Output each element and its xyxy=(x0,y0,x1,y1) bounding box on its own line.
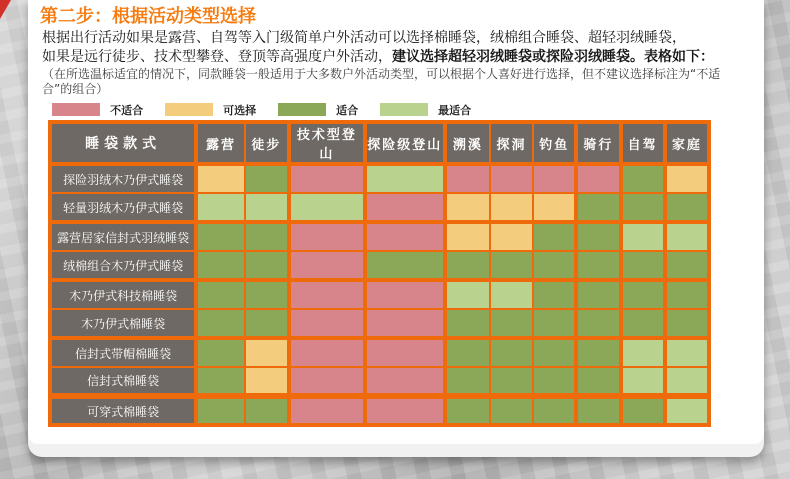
intro-paragraph xyxy=(42,29,742,67)
suitability-cell-fit xyxy=(576,251,620,280)
suitability-cell-best xyxy=(665,222,709,251)
suitability-cell-fit xyxy=(533,338,576,367)
suitability-cell-fit xyxy=(621,251,665,280)
suitability-cell-fit xyxy=(445,396,490,425)
suitability-cell-fit xyxy=(490,338,533,367)
legend-label: 不适合 xyxy=(110,103,144,117)
row-label: 轻量羽绒木乃伊式睡袋 xyxy=(50,193,196,222)
header-row xyxy=(50,122,709,164)
row-label: 绒棉组合木乃伊式睡袋 xyxy=(50,251,196,280)
column-header: 技术型登山 xyxy=(289,122,365,164)
suitability-cell-na xyxy=(576,164,620,193)
suitability-cell-fit xyxy=(196,338,244,367)
suitability-cell-opt xyxy=(196,164,244,193)
suitability-cell-na xyxy=(533,164,576,193)
suitability-cell-fit xyxy=(196,396,244,425)
suitability-cell-na xyxy=(490,164,533,193)
suitability-cell-best xyxy=(365,164,445,193)
suitability-cell-fit xyxy=(490,396,533,425)
table-row xyxy=(50,222,709,251)
column-header: 探险级登山 xyxy=(365,122,445,164)
table-row xyxy=(50,251,709,280)
suitability-cell-best xyxy=(289,193,365,222)
suitability-cell-fit xyxy=(245,309,289,338)
row-label: 可穿式棉睡袋 xyxy=(50,396,196,425)
suitability-cell-fit xyxy=(490,367,533,396)
suitability-cell-na xyxy=(289,164,365,193)
suitability-cell-fit xyxy=(533,309,576,338)
suitability-cell-fit xyxy=(665,251,709,280)
suitability-cell-fit xyxy=(533,396,576,425)
suitability-cell-fit xyxy=(196,309,244,338)
suitability-cell-na xyxy=(289,251,365,280)
row-label: 露营居家信封式羽绒睡袋 xyxy=(50,222,196,251)
row-label: 信封式带帽棉睡袋 xyxy=(50,338,196,367)
suitability-cell-fit xyxy=(445,251,490,280)
table-row xyxy=(50,338,709,367)
suitability-cell-na xyxy=(289,367,365,396)
intro-line-2: 如果是远行徒步、技术型攀登、登顶等高强度户外活动，建议选择超轻羽绒睡袋或探险羽绒睡袋。表格如下： xyxy=(42,49,714,65)
suitability-cell-fit xyxy=(621,309,665,338)
suitability-cell-na xyxy=(289,280,365,309)
suitability-cell-best xyxy=(665,367,709,396)
column-header: 骑行 xyxy=(576,122,620,164)
row-label: 木乃伊式科技棉睡袋 xyxy=(50,280,196,309)
legend-label: 适合 xyxy=(336,103,359,117)
legend-swatch-na xyxy=(52,103,100,116)
suitability-cell-fit xyxy=(576,367,620,396)
legend xyxy=(0,99,790,115)
table-row xyxy=(50,164,709,193)
suitability-cell-best xyxy=(490,280,533,309)
suitability-cell-opt xyxy=(490,222,533,251)
suitability-cell-na xyxy=(365,193,445,222)
suitability-cell-fit xyxy=(196,367,244,396)
legend-swatch-best xyxy=(380,103,428,116)
suitability-cell-opt xyxy=(490,193,533,222)
suitability-cell-best xyxy=(445,280,490,309)
legend-label: 可选择 xyxy=(223,103,257,117)
suitability-cell-fit xyxy=(576,280,620,309)
column-header: 露营 xyxy=(196,122,244,164)
table-row xyxy=(50,193,709,222)
legend-label: 最适合 xyxy=(438,103,472,117)
table-row xyxy=(50,280,709,309)
suitability-cell-na xyxy=(365,367,445,396)
legend-swatch-opt xyxy=(165,103,213,116)
suitability-cell-best xyxy=(621,222,665,251)
suitability-cell-fit xyxy=(576,338,620,367)
note-text: （在所选温标适宜的情况下，同款睡袋一般适用于大多数户外活动类型，可以根据个人喜好进行选择，但不建议选择标注为“不适合”的组合） xyxy=(42,67,721,96)
legend-item-na xyxy=(52,99,144,117)
suitability-cell-fit xyxy=(445,309,490,338)
suitability-cell-opt xyxy=(245,338,289,367)
column-header: 家庭 xyxy=(665,122,709,164)
suitability-cell-na xyxy=(365,396,445,425)
ribbon-corner-icon xyxy=(0,0,11,19)
suitability-cell-opt xyxy=(245,367,289,396)
column-header: 探洞 xyxy=(490,122,533,164)
suitability-cell-fit xyxy=(576,309,620,338)
suitability-cell-fit xyxy=(665,193,709,222)
suitability-cell-fit xyxy=(533,280,576,309)
suitability-cell-fit xyxy=(576,396,620,425)
suitability-cell-fit xyxy=(665,280,709,309)
suitability-cell-fit xyxy=(665,309,709,338)
intro-line-1: 根据出行活动如果是露营、自驾等入门级简单户外活动可以选择棉睡袋，绒棉组合睡袋、超轻羽绒睡袋， xyxy=(42,30,686,46)
suitability-cell-fit xyxy=(445,367,490,396)
suitability-cell-na xyxy=(365,222,445,251)
suitability-cell-na xyxy=(445,164,490,193)
suitability-cell-fit xyxy=(196,222,244,251)
suitability-cell-fit xyxy=(245,164,289,193)
suitability-cell-best xyxy=(621,367,665,396)
suitability-cell-fit xyxy=(245,222,289,251)
suitability-cell-fit xyxy=(245,396,289,425)
suitability-cell-na xyxy=(289,222,365,251)
table-row xyxy=(50,309,709,338)
column-header: 钓鱼 xyxy=(533,122,576,164)
suitability-table xyxy=(48,120,711,427)
legend-item-fit xyxy=(278,99,359,117)
suitability-cell-na xyxy=(365,280,445,309)
suitability-cell-opt xyxy=(665,164,709,193)
suitability-cell-fit xyxy=(196,251,244,280)
table-corner-label: 睡袋款式 xyxy=(50,122,196,164)
suitability-cell-na xyxy=(289,338,365,367)
column-header: 溯溪 xyxy=(445,122,490,164)
suitability-cell-opt xyxy=(445,193,490,222)
row-label: 探险羽绒木乃伊式睡袋 xyxy=(50,164,196,193)
suitability-cell-fit xyxy=(621,193,665,222)
suitability-cell-fit xyxy=(245,280,289,309)
suitability-cell-fit xyxy=(533,251,576,280)
suitability-cell-na xyxy=(365,338,445,367)
suitability-cell-na xyxy=(365,309,445,338)
suitability-cell-best xyxy=(245,193,289,222)
table-row xyxy=(50,396,709,425)
suitability-cell-best xyxy=(665,338,709,367)
page-title: 第二步：根据活动类型选择 xyxy=(40,6,256,27)
suitability-cell-na xyxy=(289,396,365,425)
column-header: 徒步 xyxy=(245,122,289,164)
suitability-cell-fit xyxy=(533,222,576,251)
suitability-cell-best xyxy=(665,396,709,425)
suitability-cell-fit xyxy=(490,251,533,280)
suitability-cell-fit xyxy=(365,251,445,280)
suitability-cell-fit xyxy=(576,193,620,222)
suitability-cell-fit xyxy=(490,309,533,338)
suitability-cell-fit xyxy=(621,280,665,309)
suitability-cell-fit xyxy=(621,164,665,193)
suitability-cell-fit xyxy=(245,251,289,280)
row-label: 信封式棉睡袋 xyxy=(50,367,196,396)
suitability-cell-best xyxy=(621,338,665,367)
suitability-cell-best xyxy=(196,193,244,222)
legend-swatch-fit xyxy=(278,103,326,116)
legend-item-opt xyxy=(165,99,257,117)
suitability-cell-na xyxy=(289,309,365,338)
table-row xyxy=(50,367,709,396)
suitability-cell-fit xyxy=(576,222,620,251)
suitability-cell-fit xyxy=(196,280,244,309)
suitability-cell-opt xyxy=(445,222,490,251)
suitability-cell-opt xyxy=(533,193,576,222)
suitability-cell-fit xyxy=(621,396,665,425)
suitability-cell-fit xyxy=(533,367,576,396)
column-header: 自驾 xyxy=(621,122,665,164)
suitability-cell-fit xyxy=(445,338,490,367)
row-label: 木乃伊式棉睡袋 xyxy=(50,309,196,338)
legend-item-best xyxy=(380,99,472,117)
